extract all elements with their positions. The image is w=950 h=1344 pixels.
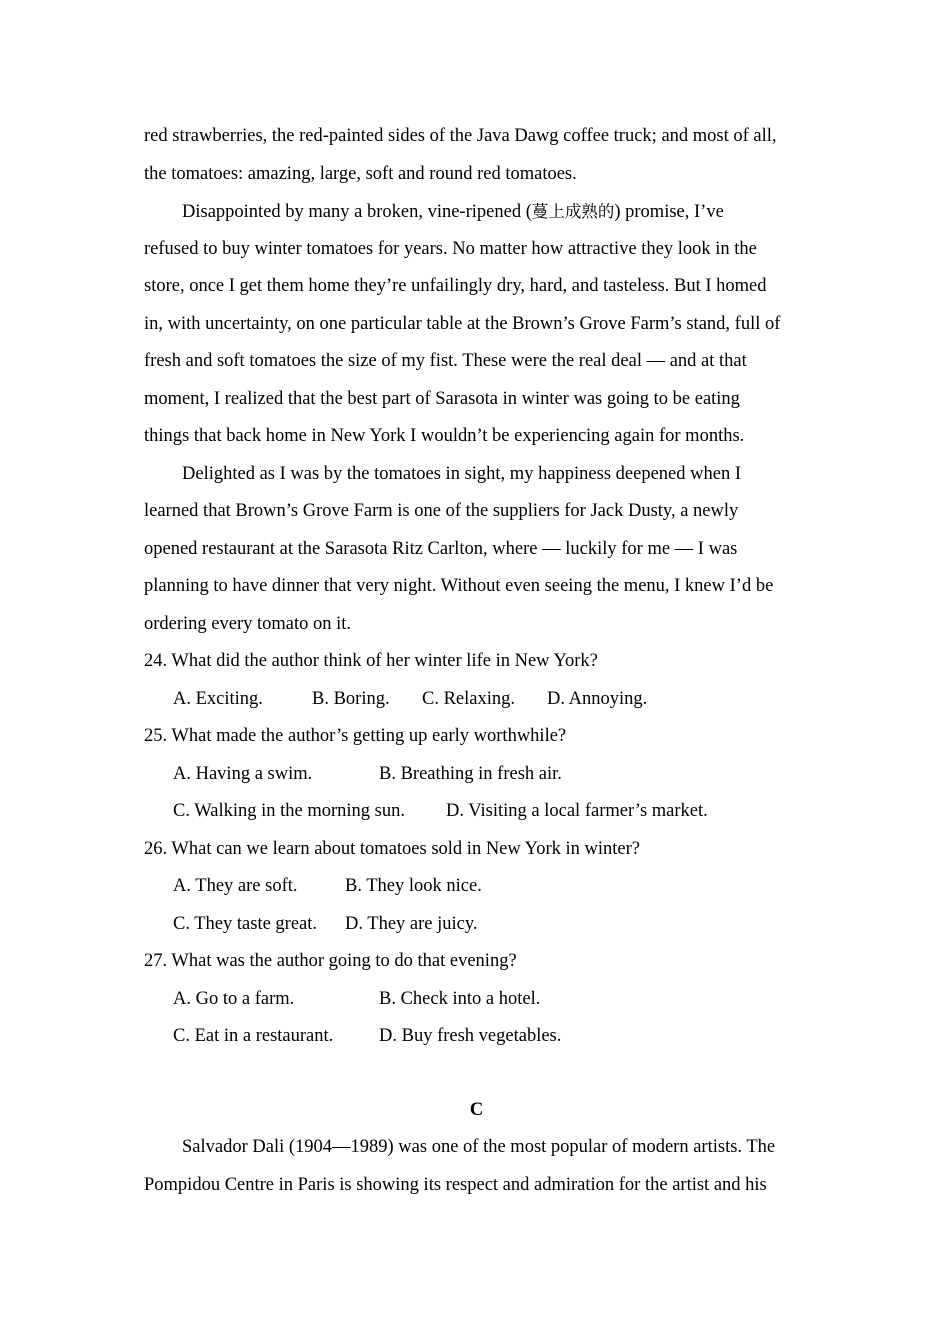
question-stem: 26. What can we learn about tomatoes sold in New York in winter? [144,838,640,859]
option-a: A. Go to a farm. [173,988,295,1009]
option-c: C. They taste great. [173,913,318,934]
option-d: D. Annoying. [547,688,648,709]
option-c: C. Relaxing. [422,688,516,709]
question-stem: 24. What did the author think of her winter life in New York? [144,651,598,671]
option-row [144,1018,809,1056]
paragraph-start [144,193,809,231]
passage-line: in, with uncertainty, on one particular table at the Brown’s Grove Farm’s stand, full of [144,313,781,334]
passage-line: Pompidou Centre in Paris is showing its respect and admiration for the artist and his [144,1174,767,1195]
option-row [144,681,809,719]
option-d: D. Buy fresh vegetables. [379,1026,562,1046]
section-heading: C [469,1099,484,1120]
option-d: D. They are juicy. [345,913,478,934]
option-a: A. Exciting. [173,688,263,709]
option-row [144,906,809,944]
option-row [144,981,809,1019]
passage-line: store, once I get them home they’re unfailingly dry, hard, and tasteless. But I homed [144,276,767,296]
passage-line: refused to buy winter tomatoes for years. No matter how attractive they look in the [144,238,757,259]
passage-line: red strawberries, the red-painted sides of the Java Dawg coffee truck; and most of all, [144,126,777,146]
option-b: B. Breathing in fresh air. [379,763,562,784]
passage-line: Salvador Dali (1904—1989) was one of the most popular of modern artists. The [182,1137,776,1157]
passage-text: ) promise, I’ve [614,202,724,222]
option-b: B. Check into a hotel. [379,988,541,1009]
chinese-gloss: 蔓上成熟的 [531,202,615,221]
document-body [144,118,809,1204]
option-c: C. Eat in a restaurant. [173,1026,334,1046]
question-stem: 27. What was the author going to do that evening? [144,951,517,971]
passage-line: things that back home in New York I wouldn’t be experiencing again for months. [144,426,745,446]
option-a: A. They are soft. [173,876,298,896]
passage-line: planning to have dinner that very night. Without even seeing the menu, I knew I’d be [144,576,774,596]
question-stem: 25. What made the author’s getting up early worthwhile? [144,726,567,746]
passage-line: ordering every tomato on it. [144,613,352,634]
section-gap [144,1056,809,1092]
passage-line: Delighted as I was by the tomatoes in sight, my happiness deepened when I [182,463,741,484]
passage-line: opened restaurant at the Sarasota Ritz Carlton, where — luckily for me — I was [144,538,738,559]
option-b: B. Boring. [312,688,390,709]
passage-line: the tomatoes: amazing, large, soft and round red tomatoes. [144,163,577,184]
option-row [144,868,809,906]
option-c: C. Walking in the morning sun. [173,801,405,821]
passage-line: learned that Brown’s Grove Farm is one of the suppliers for Jack Dusty, a newly [144,501,739,521]
passage-line: moment, I realized that the best part of Sarasota in winter was going to be eating [144,388,740,409]
option-a: A. Having a swim. [173,763,313,784]
option-row [144,793,809,831]
option-b: B. They look nice. [345,876,482,896]
passage-line: fresh and soft tomatoes the size of my fist. These were the real deal — and at that [144,351,747,371]
passage-text: Disappointed by many a broken, vine-ripened ( [182,202,532,222]
option-d: D. Visiting a local farmer’s market. [446,801,708,821]
option-row [144,756,809,794]
